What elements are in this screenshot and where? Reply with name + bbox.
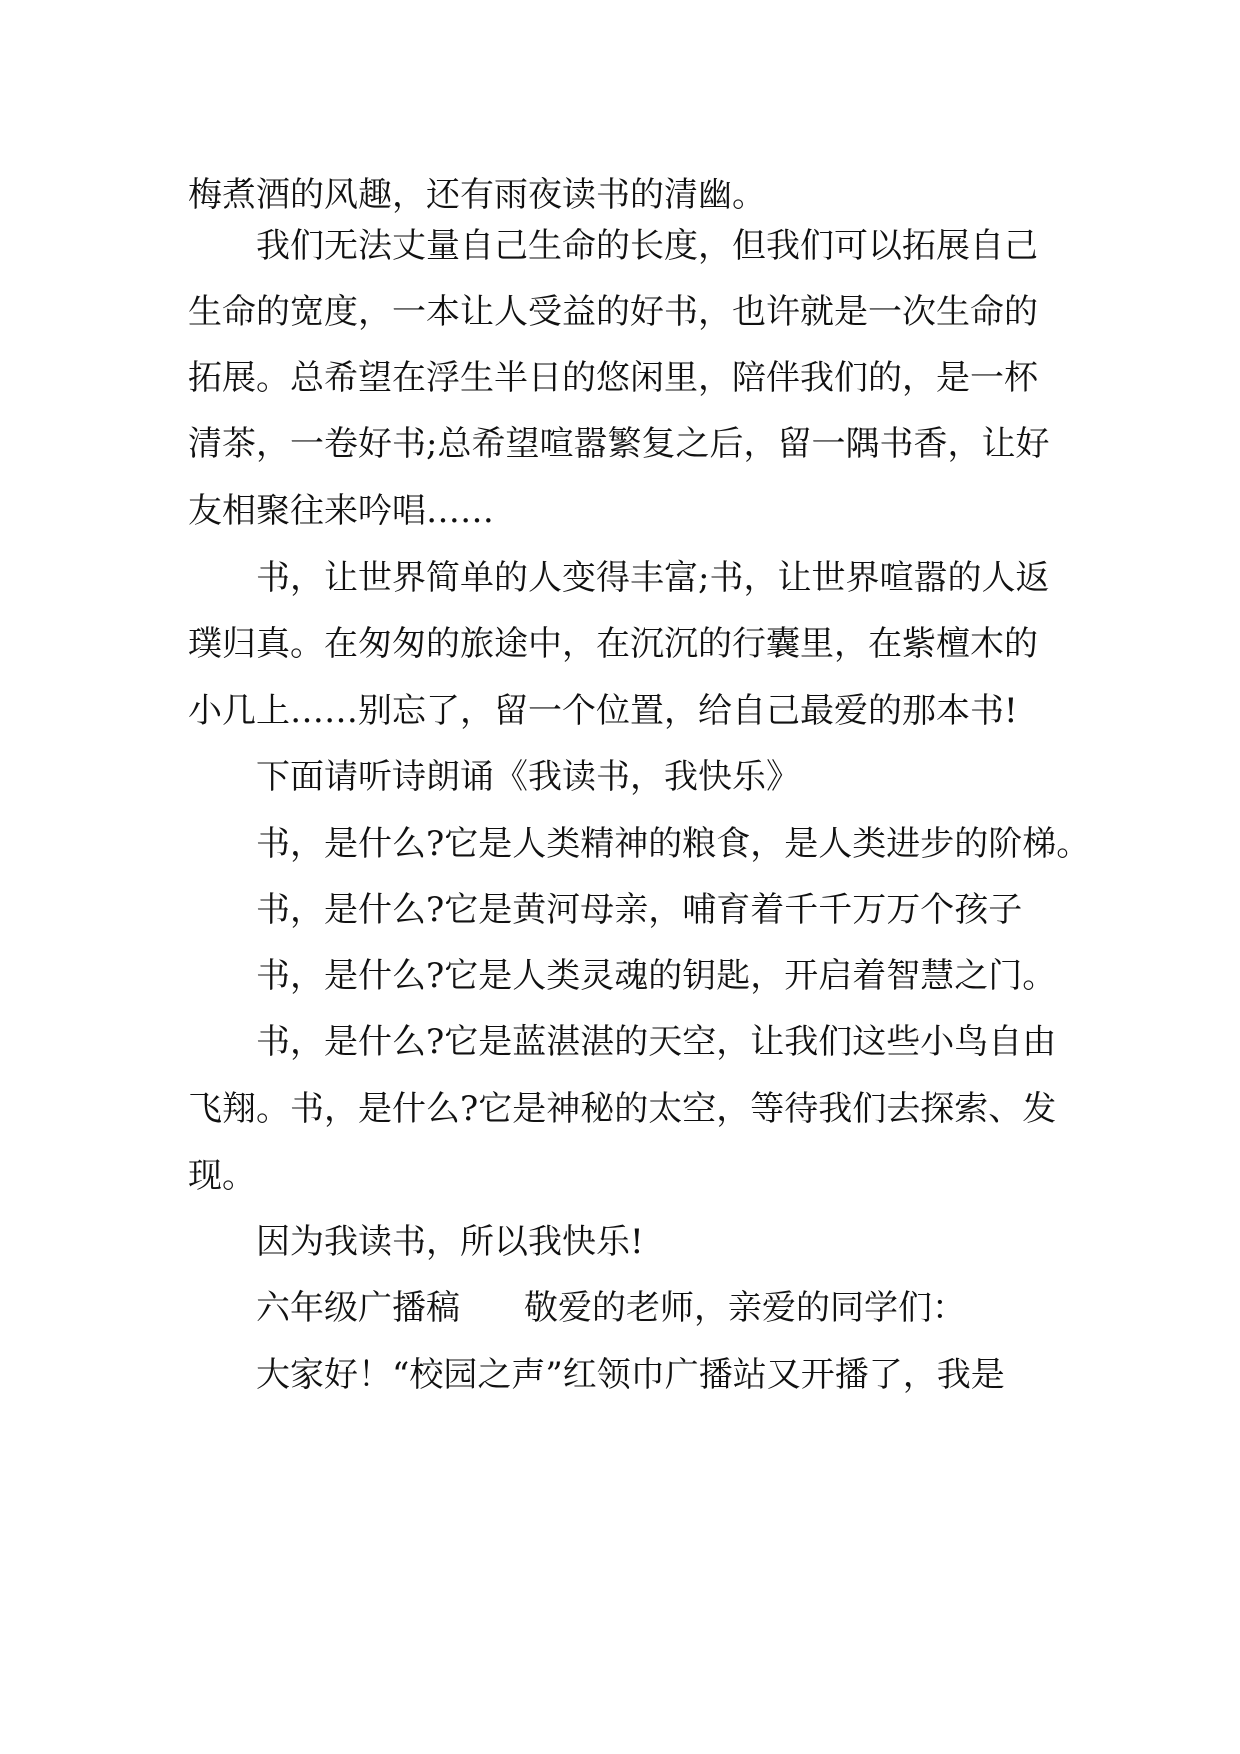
text-line: 书，是什么?它是黄河母亲，哺育着千千万万个孩子 xyxy=(256,890,1023,930)
text-line: 生命的宽度，一本让人受益的好书，也许就是一次生命的 xyxy=(188,292,1038,332)
text-line: 璞归真。在匆匆的旅途中，在沉沉的行囊里，在紫檀木的 xyxy=(188,624,1038,664)
text-line: 书，让世界简单的人变得丰富;书，让世界喧嚣的人返 xyxy=(256,558,1050,598)
text-line: 书，是什么?它是人类精神的粮食，是人类进步的阶梯。 xyxy=(256,824,1091,864)
text-line: 大家好！“校园之声”红领巾广播站又开播了，我是 xyxy=(256,1355,1005,1395)
text-line: 书，是什么?它是人类灵魂的钥匙，开启着智慧之门。 xyxy=(256,956,1057,996)
text-line: 我们无法丈量自己生命的长度，但我们可以拓展自己 xyxy=(256,226,1038,266)
text-line: 清茶，一卷好书;总希望喧嚣繁复之后，留一隅书香，让好 xyxy=(188,424,1050,464)
broadcast-greeting: 敬爱的老师，亲爱的同学们： xyxy=(524,1288,966,1328)
text-line: 小几上……别忘了，留一个位置，给自己最爱的那本书! xyxy=(188,691,1018,731)
text-line: 梅煮酒的风趣，还有雨夜读书的清幽。 xyxy=(188,175,766,215)
text-line: 书，是什么?它是蓝湛湛的天空，让我们这些小鸟自由 xyxy=(256,1022,1057,1062)
text-line: 拓展。总希望在浮生半日的悠闲里，陪伴我们的，是一杯 xyxy=(188,358,1038,398)
text-line: 飞翔。书，是什么?它是神秘的太空，等待我们去探索、发 xyxy=(188,1089,1057,1129)
text-line: 下面请听诗朗诵《我读书，我快乐》 xyxy=(256,757,800,797)
text-line: 现。 xyxy=(188,1156,256,1196)
text-line: 因为我读书，所以我快乐! xyxy=(256,1222,644,1262)
broadcast-title: 六年级广播稿 xyxy=(256,1288,460,1328)
broadcast-heading-line xyxy=(256,1278,1058,1338)
text-line: 友相聚往来吟唱…… xyxy=(188,491,494,531)
